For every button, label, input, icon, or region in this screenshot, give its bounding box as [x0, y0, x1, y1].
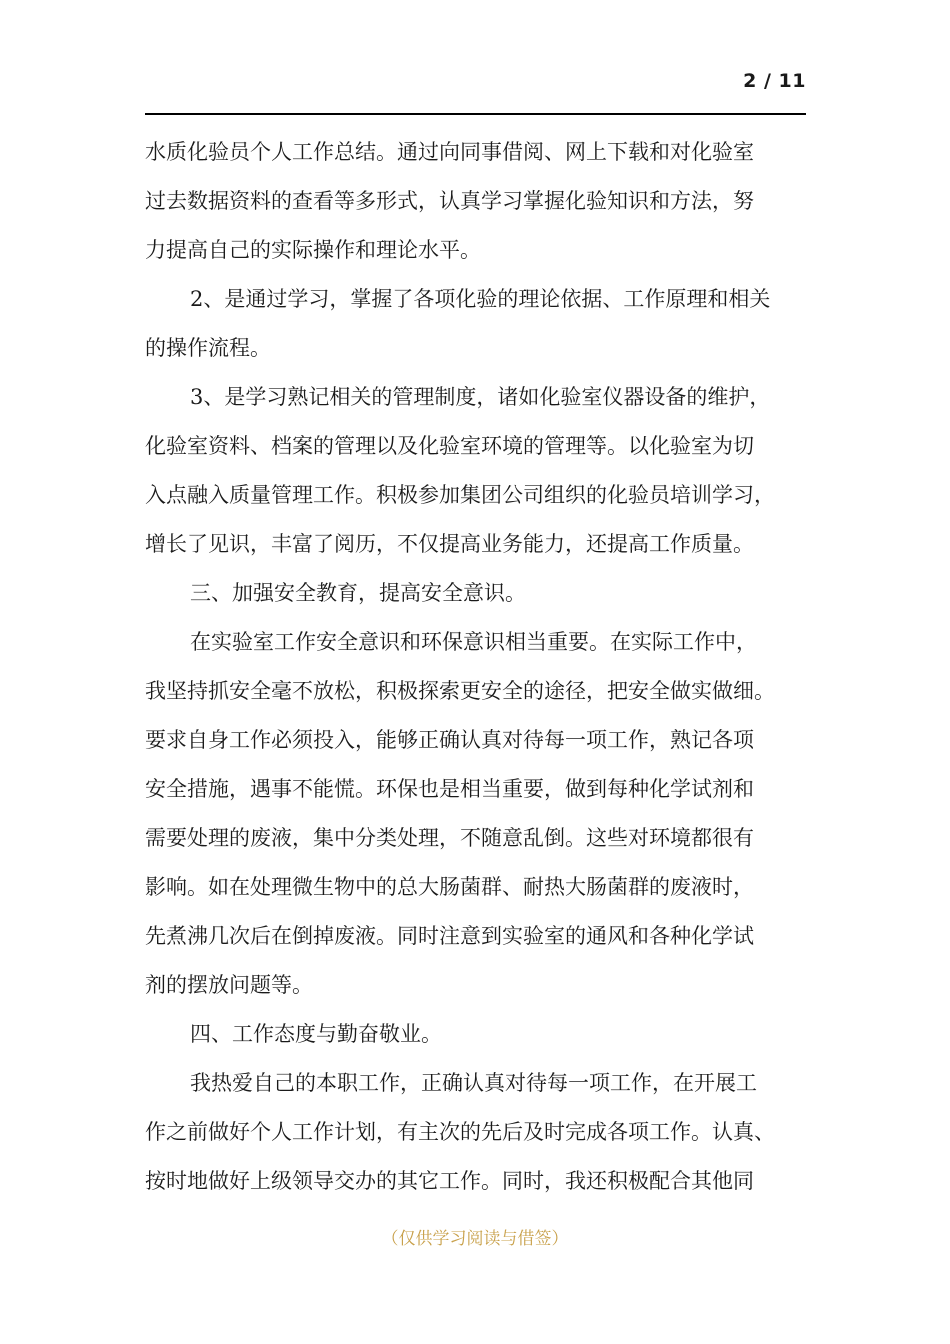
document-body: [145, 128, 820, 1206]
paragraph-start-line: 在实验室工作安全意识和环保意识相当重要。在实际工作中，: [190, 630, 757, 654]
text-line: 先煮沸几次后在倒掉废液。同时注意到实验室的通风和各种化学试: [145, 924, 754, 948]
page-number: 2 / 11: [743, 70, 806, 92]
paragraph-start-line: 我热爱自己的本职工作，正确认真对待每一项工作，在开展工: [190, 1071, 757, 1095]
text-line: 我坚持抓安全毫不放松，积极探索更安全的途径，把安全做实做细。: [145, 679, 775, 703]
paragraph-start-line: 2、是通过学习，掌握了各项化验的理论依据、工作原理和相关: [190, 287, 771, 311]
text-line: 影响。如在处理微生物中的总大肠菌群、耐热大肠菌群的废液时，: [145, 875, 754, 899]
text-line: 剂的摆放问题等。: [145, 973, 313, 997]
text-line: 化验室资料、档案的管理以及化验室环境的管理等。以化验室为切: [145, 434, 754, 458]
section-heading: 三、加强安全教育，提高安全意识。: [190, 581, 526, 605]
footer-note: （仅供学习阅读与借签）: [381, 1229, 569, 1249]
text-line: 作之前做好个人工作计划，有主次的先后及时完成各项工作。认真、: [145, 1120, 775, 1144]
header-divider: [145, 113, 806, 115]
text-line: 入点融入质量管理工作。积极参加集团公司组织的化验员培训学习，: [145, 483, 775, 507]
text-line: 安全措施，遇事不能慌。环保也是相当重要，做到每种化学试剂和: [145, 777, 754, 801]
text-line: 需要处理的废液，集中分类处理，不随意乱倒。这些对环境都很有: [145, 826, 754, 850]
text-line: 增长了见识，丰富了阅历，不仅提高业务能力，还提高工作质量。: [145, 532, 754, 556]
text-line: 的操作流程。: [145, 336, 271, 360]
text-line: 要求自身工作必须投入，能够正确认真对待每一项工作，熟记各项: [145, 728, 754, 752]
text-line: 水质化验员个人工作总结。通过向同事借阅、网上下载和对化验室: [145, 140, 754, 164]
text-line: 力提高自己的实际操作和理论水平。: [145, 238, 481, 262]
paragraph-start-line: 3、是学习熟记相关的管理制度，诸如化验室仪器设备的维护，: [190, 385, 771, 409]
text-line: 过去数据资料的查看等多形式，认真学习掌握化验知识和方法，努: [145, 189, 754, 213]
text-line: 按时地做好上级领导交办的其它工作。同时，我还积极配合其他同: [145, 1169, 754, 1193]
section-heading: 四、工作态度与勤奋敬业。: [190, 1022, 442, 1046]
